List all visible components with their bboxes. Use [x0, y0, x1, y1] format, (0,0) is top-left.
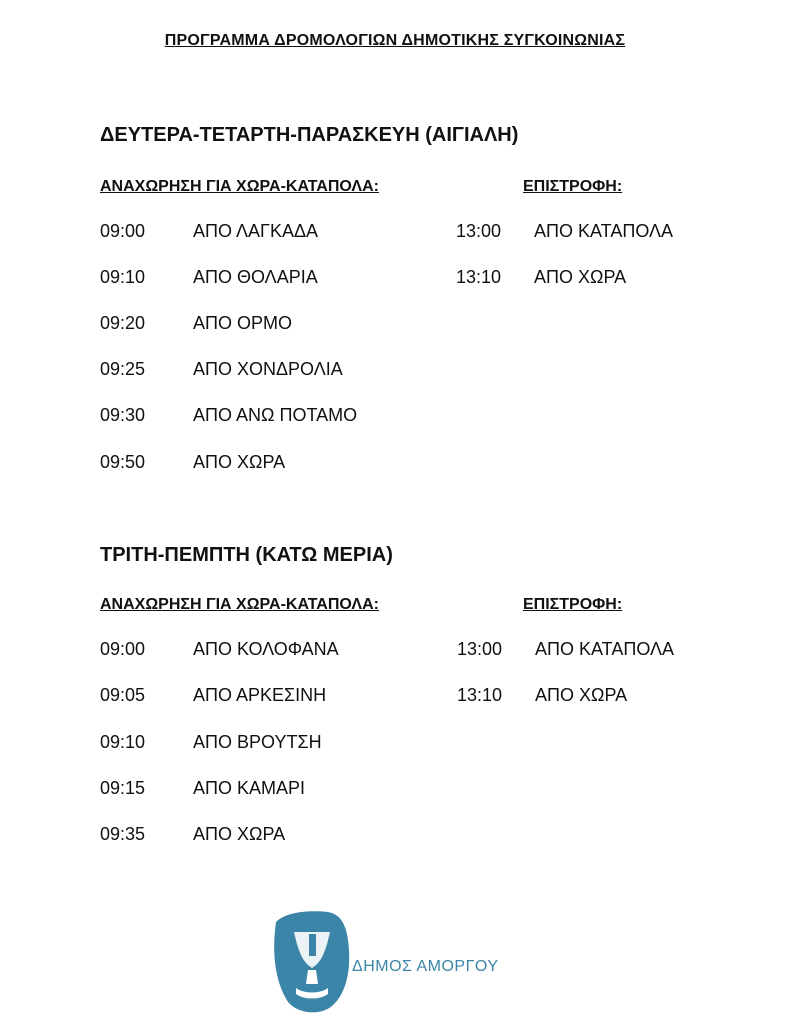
- amphora-logo-icon: [268, 910, 358, 1020]
- return-place: ΑΠΟ ΚΑΤΑΠΟΛΑ: [535, 639, 675, 659]
- departure-place: ΑΠΟ ΧΩΡΑ: [193, 824, 286, 844]
- return-time: 13:00: [456, 221, 502, 241]
- logo-text: ΔΗΜΟΣ ΑΜΟΡΓΟΥ: [352, 958, 499, 975]
- return-time: 13:10: [457, 685, 503, 705]
- departure-time: 09:05: [100, 685, 146, 705]
- section-title-aigiali: ΔΕΥΤΕΡΑ-ΤΕΤΑΡΤΗ-ΠΑΡΑΣΚΕΥΗ (ΑΙΓΙΑΛΗ): [100, 124, 519, 146]
- departure-header: ΑΝΑΧΩΡΗΣΗ ΓΙΑ ΧΩΡΑ-ΚΑΤΑΠΟΛΑ:: [100, 596, 379, 613]
- departure-place: ΑΠΟ ΑΝΩ ΠΟΤΑΜΟ: [193, 405, 358, 425]
- departure-place: ΑΠΟ ΚΟΛΟΦΑΝΑ: [193, 639, 339, 659]
- return-place: ΑΠΟ ΧΩΡΑ: [534, 267, 627, 287]
- departure-time: 09:00: [100, 221, 146, 241]
- departure-place: ΑΠΟ ΘΟΛΑΡΙΑ: [193, 267, 318, 287]
- return-header: ΕΠΙΣΤΡΟΦΗ:: [523, 178, 623, 195]
- return-time: 13:10: [456, 267, 502, 287]
- departure-place: ΑΠΟ ΟΡΜΟ: [193, 313, 293, 333]
- departure-time: 09:10: [100, 732, 146, 752]
- departure-time: 09:15: [100, 778, 146, 798]
- departure-time: 09:25: [100, 359, 146, 379]
- section-title-kato-meria: ΤΡΙΤΗ-ΠΕΜΠΤΗ (ΚΑΤΩ ΜΕΡΙΑ): [100, 544, 393, 566]
- departure-header: ΑΝΑΧΩΡΗΣΗ ΓΙΑ ΧΩΡΑ-ΚΑΤΑΠΟΛΑ:: [100, 178, 379, 195]
- departure-place: ΑΠΟ ΚΑΜΑΡΙ: [193, 778, 306, 798]
- departure-place: ΑΠΟ ΧΟΝΔΡΟΛΙΑ: [193, 359, 343, 379]
- page-title: ΠΡΟΓΡΑΜΜΑ ΔΡΟΜΟΛΟΓΙΩΝ ΔΗΜΟΤΙΚΗΣ ΣΥΓΚΟΙΝΩΝΙΑΣ: [164, 32, 626, 49]
- return-time: 13:00: [457, 639, 503, 659]
- departure-place: ΑΠΟ ΧΩΡΑ: [193, 452, 286, 472]
- departure-time: 09:50: [100, 452, 146, 472]
- departure-place: ΑΠΟ ΒΡΟΥΤΣΗ: [193, 732, 322, 752]
- municipality-logo: [268, 910, 518, 1020]
- departure-time: 09:10: [100, 267, 146, 287]
- return-header: ΕΠΙΣΤΡΟΦΗ:: [523, 596, 623, 613]
- departure-time: 09:35: [100, 824, 146, 844]
- departure-place: ΑΠΟ ΑΡΚΕΣΙΝΗ: [193, 685, 327, 705]
- departure-place: ΑΠΟ ΛΑΓΚΑΔΑ: [193, 221, 318, 241]
- return-place: ΑΠΟ ΚΑΤΑΠΟΛΑ: [534, 221, 674, 241]
- return-place: ΑΠΟ ΧΩΡΑ: [535, 685, 628, 705]
- departure-time: 09:30: [100, 405, 146, 425]
- departure-time: 09:00: [100, 639, 146, 659]
- departure-time: 09:20: [100, 313, 146, 333]
